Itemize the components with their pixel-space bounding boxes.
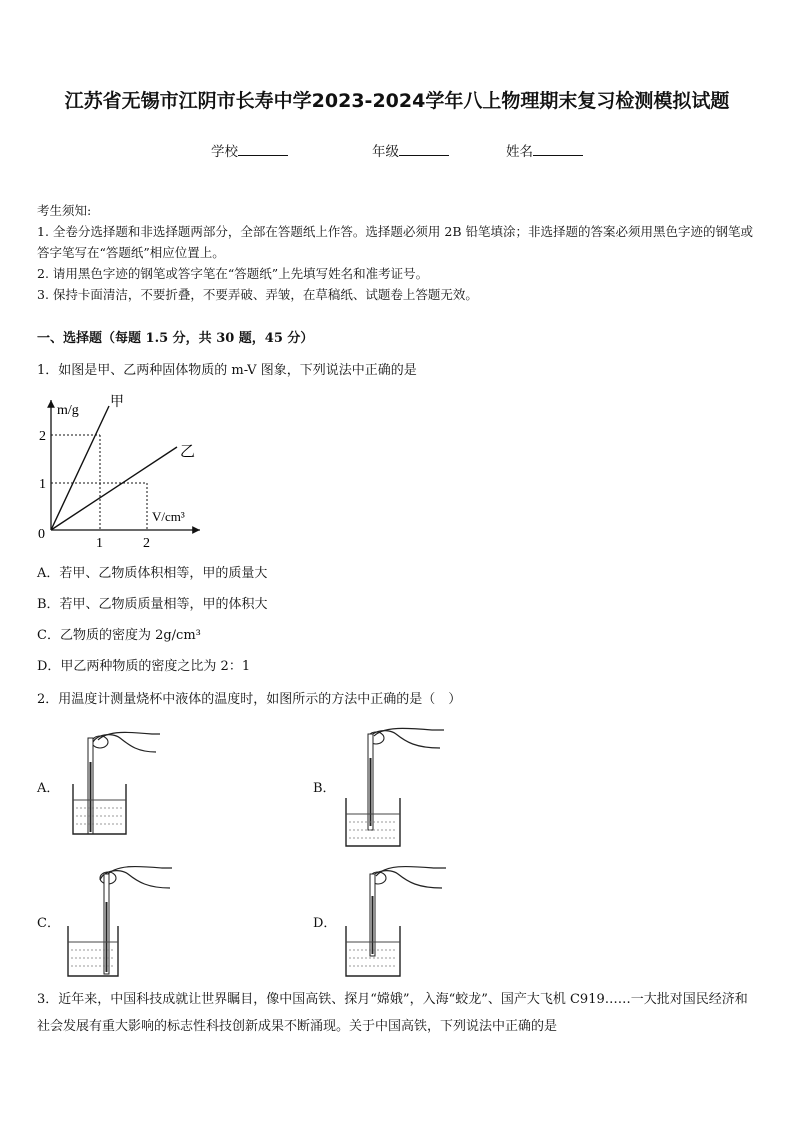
notice-heading: 考生须知: bbox=[37, 203, 92, 218]
q2-option-b-label: B． bbox=[313, 781, 336, 796]
series-yi-label: 乙 bbox=[180, 444, 196, 460]
name-blank bbox=[533, 143, 583, 156]
y-tick-2: 2 bbox=[39, 429, 46, 444]
x-tick-1: 1 bbox=[96, 536, 103, 550]
origin-label: 0 bbox=[38, 527, 45, 542]
grade-label: 年级 bbox=[372, 144, 399, 160]
section-title: 一、选择题（每题 1.5 分，共 30 题，45 分） bbox=[37, 331, 314, 346]
notice-item-3: 3. 保持卡面清洁，不要折叠，不要弄破、弄皱，在草稿纸、试题卷上答题无效。 bbox=[37, 287, 478, 302]
series-jia-label: 甲 bbox=[110, 395, 124, 410]
q1-option-b: B．若甲、乙物质质量相等，甲的体积大 bbox=[37, 597, 268, 612]
page-title: 江苏省无锡市江阴市长寿中学2023-2024学年八上物理期末复习检测模拟试题 bbox=[64, 90, 730, 112]
q1-option-d: D．甲乙两种物质的密度之比为 2：1 bbox=[37, 659, 251, 674]
notice-item-1: 1. 全卷分选择题和非选择题两部分，全部在答题纸上作答。选择题必须用 2B 铅笔填涂；非选择题的答案必须用黑色字迹的钢笔或答字笔写在“答题纸”相应位置上。 bbox=[37, 224, 753, 260]
grade-blank bbox=[399, 143, 449, 156]
x-axis-label: V/cm³ bbox=[152, 509, 185, 524]
name-label: 姓名 bbox=[506, 144, 533, 160]
figure-c-thermometer bbox=[62, 856, 182, 982]
q1-option-a: A．若甲、乙物质体积相等，甲的质量大 bbox=[37, 566, 268, 581]
question-2-stem: 2．用温度计测量烧杯中液体的温度时，如图所示的方法中正确的是（ ） bbox=[37, 692, 462, 707]
figure-a-thermometer bbox=[60, 722, 170, 842]
q2-option-d-label: D． bbox=[313, 916, 337, 931]
school-label: 学校 bbox=[211, 144, 238, 160]
question-3-stem: 3．近年来，中国科技成就让世界瞩目，像中国高铁、探月“嫦娥”，入海“蛟龙”、国产大飞机 C919……一大批对国民经济和社会发展有重大影响的标志性科技创新成果不断涌现。关于中国高铁，下列说法中正确的是 bbox=[37, 992, 748, 1034]
school-blank bbox=[238, 143, 288, 156]
y-tick-1: 1 bbox=[39, 477, 46, 492]
school-field bbox=[211, 140, 288, 160]
q2-option-c-label: C． bbox=[37, 916, 60, 931]
figure-b-thermometer bbox=[340, 718, 460, 848]
q2-option-a-label: A． bbox=[37, 781, 60, 796]
grade-field bbox=[372, 140, 449, 160]
y-axis-label: m/g bbox=[57, 403, 79, 418]
notice-item-2: 2. 请用黑色字迹的钢笔或答字笔在“答题纸”上先填写姓名和准考证号。 bbox=[37, 266, 429, 281]
name-field bbox=[506, 140, 583, 160]
question-1-stem: 1．如图是甲、乙两种固体物质的 m-V 图象，下列说法中正确的是 bbox=[37, 363, 417, 378]
mv-graph bbox=[30, 390, 210, 550]
q1-option-c: C．乙物质的密度为 2g/cm³ bbox=[37, 628, 201, 643]
exam-notice bbox=[37, 200, 759, 305]
figure-d-thermometer bbox=[340, 856, 460, 982]
x-tick-2: 2 bbox=[143, 536, 150, 550]
